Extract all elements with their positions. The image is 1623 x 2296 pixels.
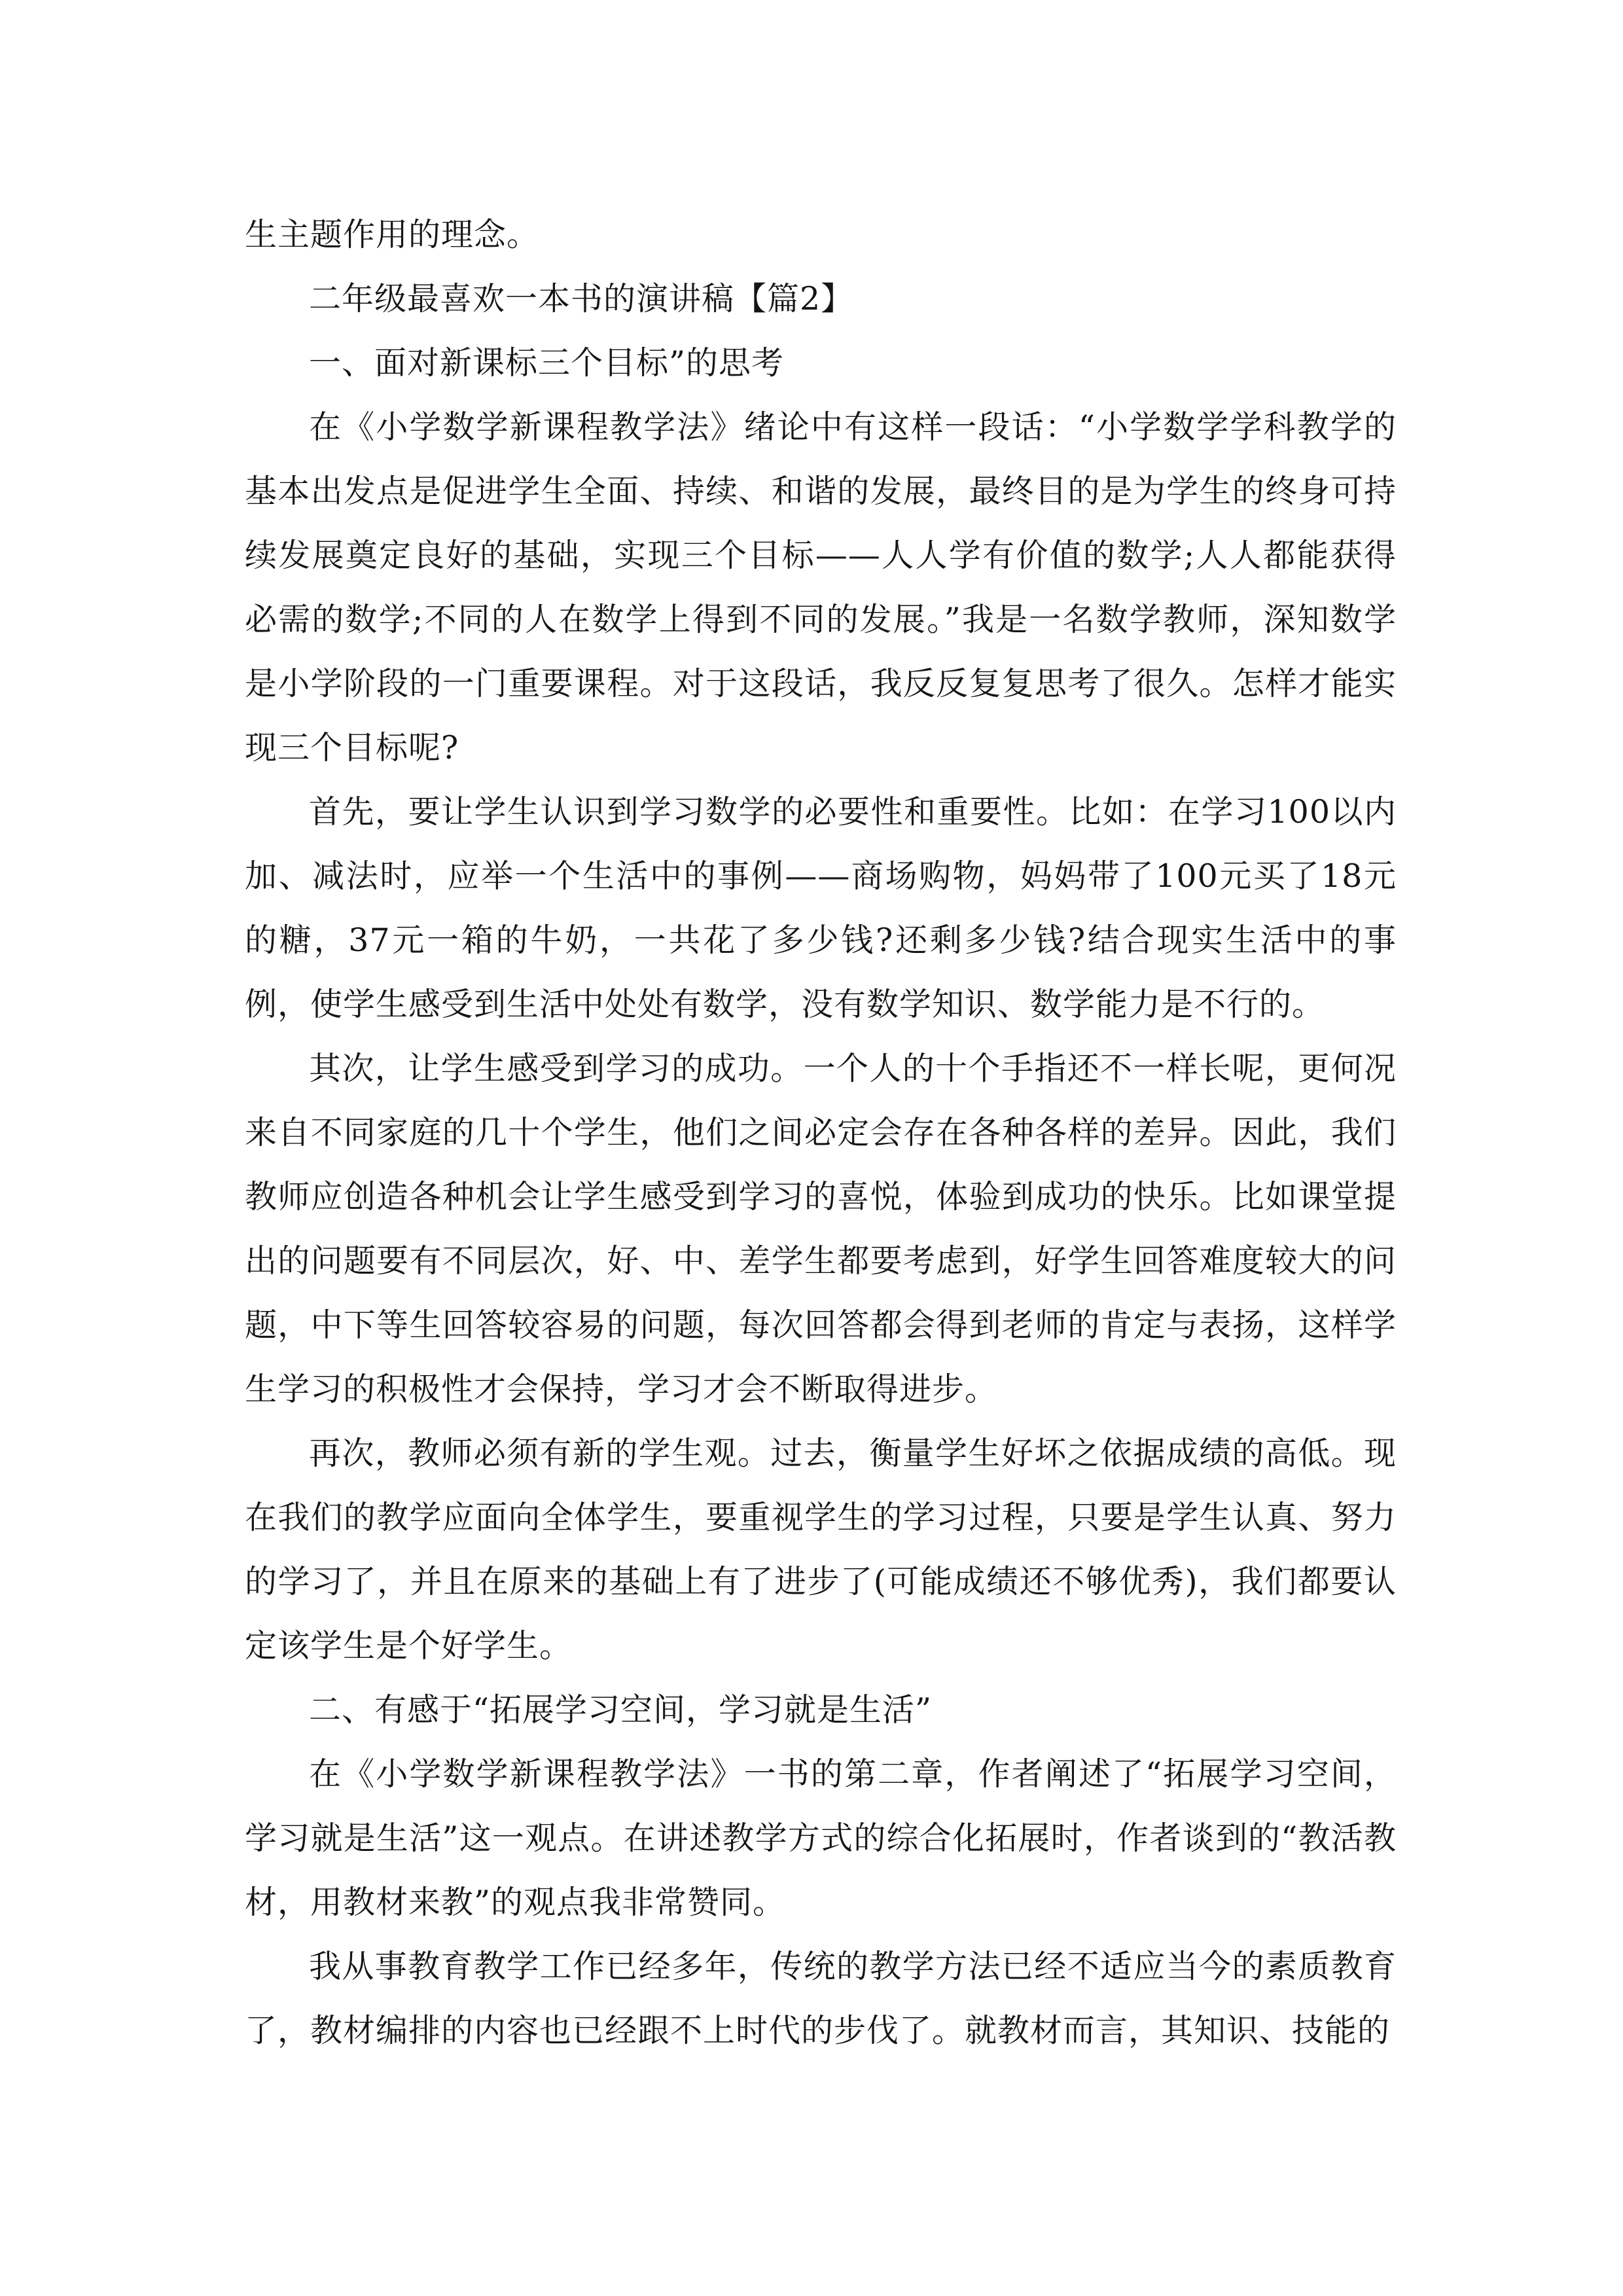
body-paragraph: 再次，教师必须有新的学生观。过去，衡量学生好坏之依据成绩的高低。现在我们的教学应面向全体学生，要重视学生的学习过程，只要是学生认真、努力的学习了，并且在原来的基础上有了进步了(可能成绩还不够优秀)，我们都要认定该学生是个好学生。 [245, 1435, 1397, 1664]
continuation-paragraph: 生主题作用的理念。 [245, 216, 540, 253]
body-paragraph: 在《小学数学新课程教学法》绪论中有这样一段话：“小学数学学科教学的基本出发点是促进学生全面、持续、和谐的发展，最终目的是为学生的终身可持续发展奠定良好的基础，实现三个目标——人人学有价值的数学;人人都能获得必需的数学;不同的人在数学上得到不同的发展。”我是一名数学教师，深知数学是小学阶段的一门重要课程。对于这段话，我反反复复思考了很久。怎样才能实现三个目标呢? [245, 408, 1397, 766]
subsection-heading-1: 一、面对新课标三个目标”的思考 [309, 344, 785, 382]
body-paragraph: 首先，要让学生认识到学习数学的必要性和重要性。比如：在学习100以内加、减法时，应举一个生活中的事例——商场购物，妈妈带了100元买了18元的糖，37元一箱的牛奶，一共花了多少钱?还剩多少钱?结合现实生活中的事例，使学生感受到生活中处处有数学，没有数学知识、数学能力是不行的。 [245, 793, 1397, 1023]
subsection-heading-2: 二、有感于“拓展学习空间，学习就是生活” [309, 1691, 933, 1729]
section-title: 二年级最喜欢一本书的演讲稿【篇2】 [309, 280, 854, 317]
body-paragraph: 在《小学数学新课程教学法》一书的第二章，作者阐述了“拓展学习空间，学习就是生活”这一观点。在讲述教学方式的综合化拓展时，作者谈到的“教活教材，用教材来教”的观点我非常赞同。 [245, 1755, 1397, 1921]
body-paragraph: 其次，让学生感受到学习的成功。一个人的十个手指还不一样长呢，更何况来自不同家庭的几十个学生，他们之间必定会存在各种各样的差异。因此，我们教师应创造各种机会让学生感受到学习的喜悦，体验到成功的快乐。比如课堂提出的问题要有不同层次，好、中、差学生都要考虑到，好学生回答难度较大的问题，中下等生回答较容易的问题，每次回答都会得到老师的肯定与表扬，这样学生学习的积极性才会保持，学习才会不断取得进步。 [245, 1050, 1397, 1408]
document-body [245, 203, 1397, 2063]
body-paragraph: 我从事教育教学工作已经多年，传统的教学方法已经不适应当今的素质教育了，教材编排的内容也已经跟不上时代的步伐了。就教材而言，其知识、技能的 [245, 1948, 1397, 2049]
